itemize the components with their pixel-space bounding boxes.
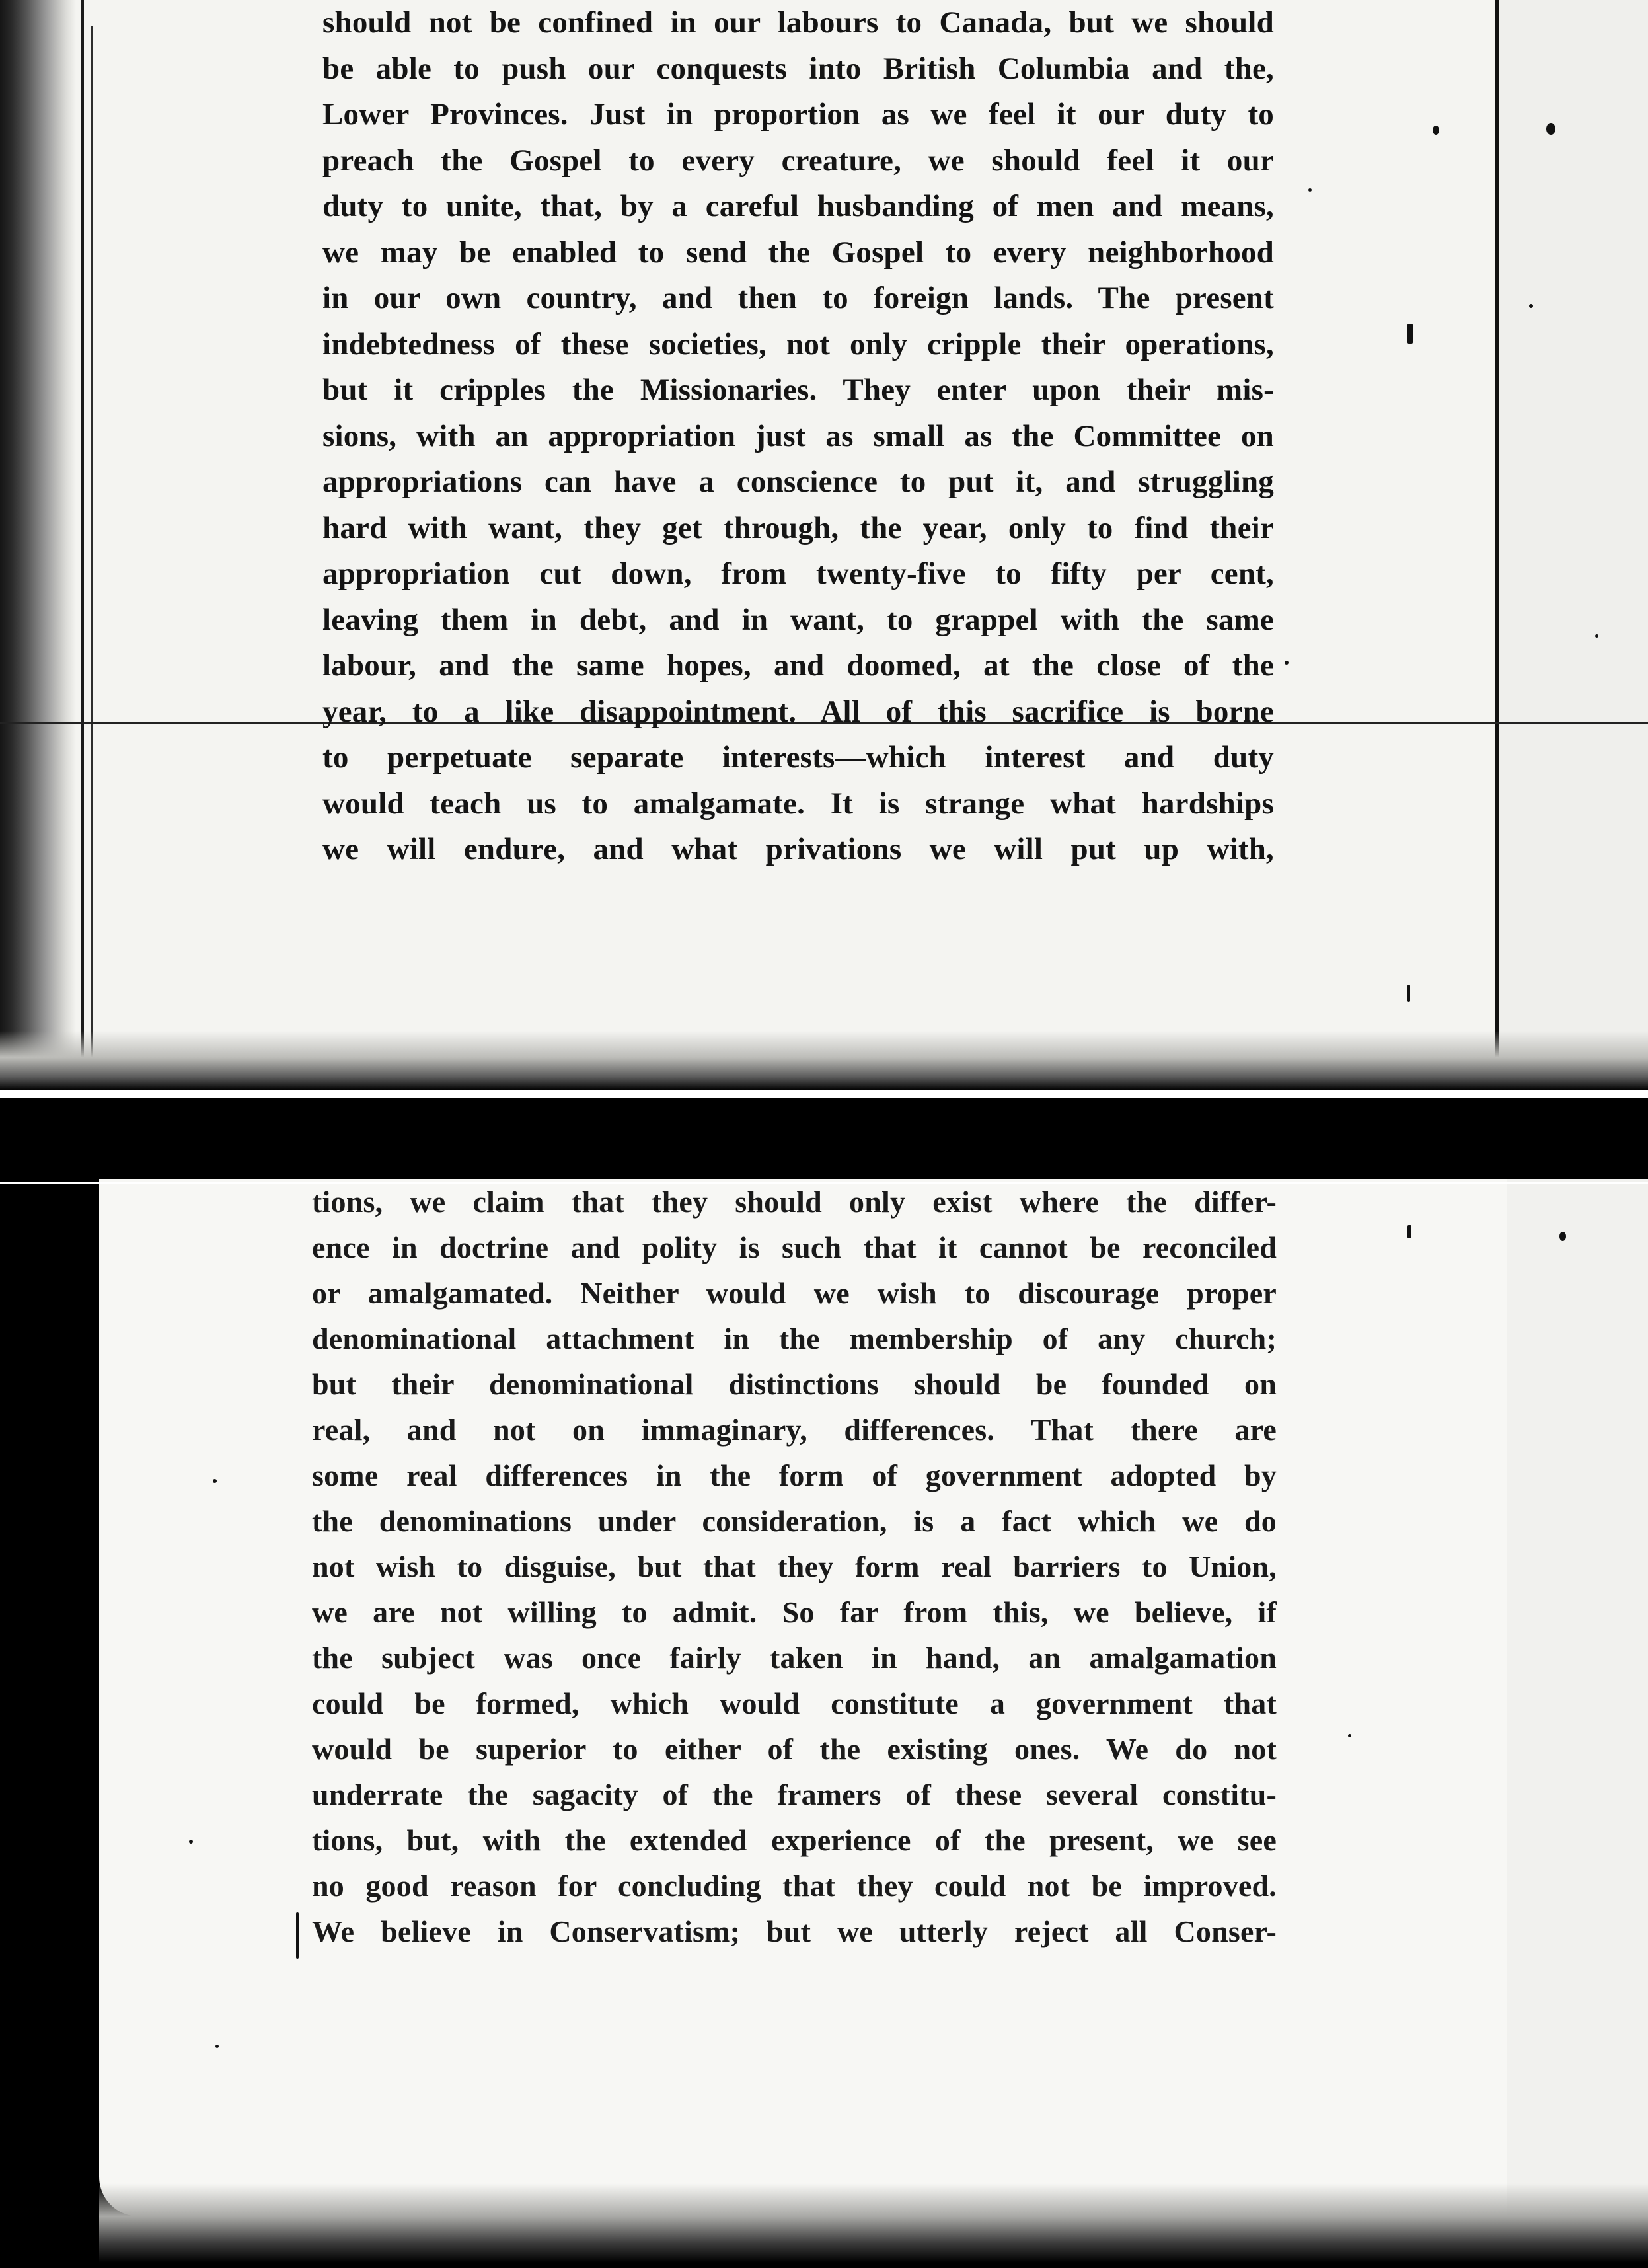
gutter-rule [81,0,84,1071]
ink-speck [1348,1734,1351,1737]
bottom-page-text [312,1179,1277,1954]
page-bottom-edge [99,2183,1648,2268]
gutter-rule-inner [91,26,93,1057]
text-line: preach the Gospel to every creature, we should feel it our [322,143,1274,178]
ink-speck [213,1479,217,1483]
ink-speck [1308,188,1312,192]
ink-speck [1433,126,1439,135]
text-line: underrate the sagacity of the framers of these several constitu- [312,1778,1277,1811]
ink-speck [189,1840,193,1844]
text-line: or amalgamated. Neither would we wish to discourage proper [312,1276,1277,1310]
text-line: we may be enabled to send the Gospel to every neighborhood [322,235,1274,270]
ink-speck [1407,1225,1411,1238]
right-border-rule [1495,0,1499,1077]
text-line: but it cripples the Missionaries. They enter upon their mis- [322,373,1274,407]
text-line: would be superior to either of the existing ones. We do not [312,1732,1277,1766]
text-line: no good reason for concluding that they could not be improved. [312,1869,1277,1903]
page-gutter-shadow [0,0,76,1090]
text-line: tions, but, with the extended experience of the present, we see [312,1823,1277,1857]
ink-speck [1407,985,1410,1002]
text-line: be able to push our conquests into British Columbia and the, [322,51,1274,86]
text-line: sions, with an appropriation just as small as the Committee on [322,418,1274,453]
text-line: but their denominational distinctions should be founded on [312,1367,1277,1401]
text-line: we will endure, and what privations we will put up with, [322,832,1274,866]
ink-speck [296,1912,299,1959]
ink-speck [1559,1232,1566,1241]
text-line: could be formed, which would constitute a government that [312,1686,1277,1720]
text-line: hard with want, they get through, the year, only to find their [322,510,1274,545]
ink-speck [1595,634,1598,638]
text-line: ence in doctrine and polity is such that it cannot be reconciled [312,1230,1277,1264]
text-line-cropped: tions, we claim that they should only exist where the differ- [312,1185,1277,1219]
text-line: the denominations under consideration, is a fact which we do [312,1504,1277,1538]
scan-separator-dark [0,1098,1648,1179]
text-line: should not be confined in our labours to Canada, but we should [322,5,1274,40]
ink-speck [1407,324,1413,344]
text-line: would teach us to amalgamate. It is strange what hardships [322,786,1274,821]
text-line: Lower Provinces. Just in proportion as we feel it our duty to [322,97,1274,132]
ink-speck [1546,123,1555,135]
text-line: duty to unite, that, by a careful husbanding of men and means, [322,189,1274,223]
right-margin [1499,0,1648,1090]
ink-speck [215,2045,219,2048]
text-line: the subject was once fairly taken in hand, an amalgamation [312,1641,1277,1675]
ink-speck [1529,304,1533,308]
text-line: some real differences in the form of government adopted by [312,1458,1277,1492]
text-line: to perpetuate separate interests—which interest and duty [322,740,1274,775]
scan-separator-light [0,1090,1648,1098]
text-line: denominational attachment in the membership of any church; [312,1322,1277,1355]
text-line: not wish to disguise, but that they form real barriers to Union, [312,1550,1277,1583]
text-line: appropriations can have a conscience to put it, and struggling [322,465,1274,499]
text-line: appropriation cut down, from twenty-five to fifty per cent, [322,556,1274,591]
text-line: in our own country, and then to foreign lands. The present [322,281,1274,315]
text-line: year, to a like disappointment. All of this sacrifice is borne [322,694,1274,729]
text-line: indebtedness of these societies, not only cripple their operations, [322,326,1274,361]
text-line: We believe in Conservatism; but we utterly reject all Conser- [312,1914,1277,1948]
text-line: real, and not on immaginary, differences. That there are [312,1413,1277,1447]
text-line: leaving them in debt, and in want, to grappel with the same [322,602,1274,637]
top-page-text [322,0,1274,873]
right-margin [1507,1179,1648,2236]
text-line: we are not willing to admit. So far from this, we believe, if [312,1595,1277,1629]
ink-speck [1285,661,1289,665]
text-line: labour, and the same hopes, and doomed, at the close of the [322,648,1274,683]
page-bottom-edge [0,1031,1648,1090]
